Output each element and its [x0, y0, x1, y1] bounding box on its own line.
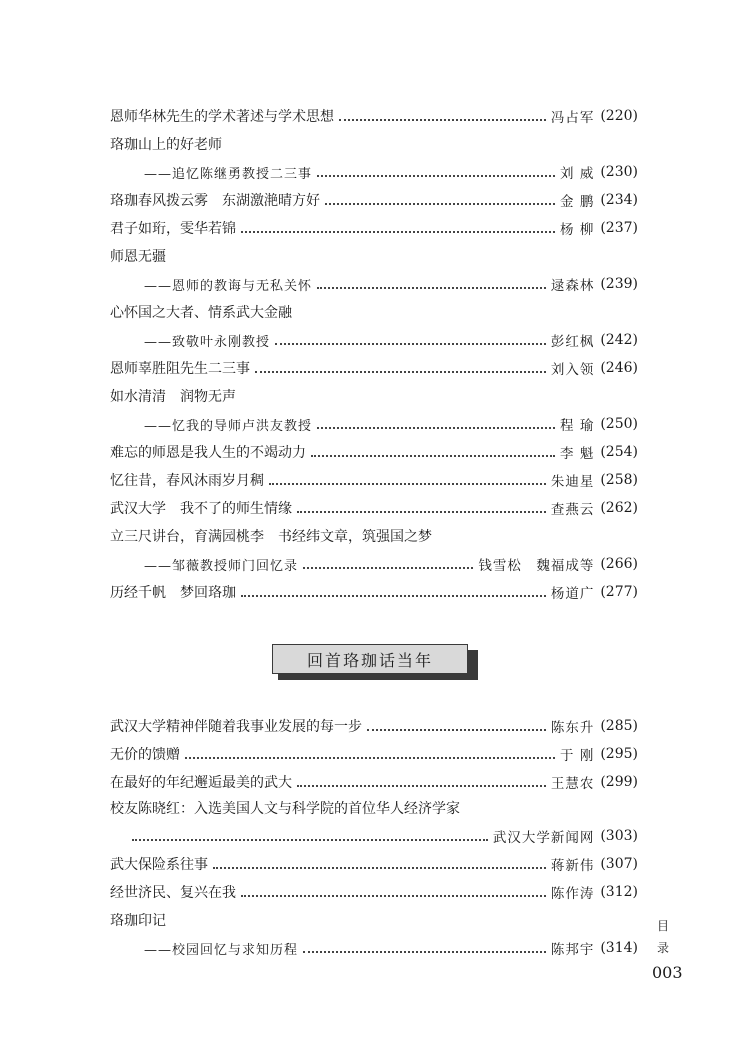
entry-author: 查燕云: [550, 502, 595, 518]
entry-page: (239): [600, 276, 638, 292]
toc-entry: [110, 579, 638, 605]
entry-title: 恩师辜胜阻先生二三事: [110, 361, 250, 377]
entry-subtitle: ——忆我的导师卢洪友教授: [144, 418, 313, 434]
entry-title: 在最好的年纪邂逅最美的武大: [110, 775, 292, 791]
section-heading-title: 回首珞珈话当年: [272, 644, 468, 674]
entry-author: 李 魁: [560, 446, 595, 462]
entry-author: 陈作涛: [550, 886, 595, 902]
toc-entry: [110, 851, 638, 877]
entry-author: 陈东升: [550, 720, 595, 736]
entry-subtitle: ——致敬叶永刚教授: [144, 334, 271, 350]
dot-leader: [241, 894, 546, 897]
entry-title: 难忘的师恩是我人生的不竭动力: [110, 445, 306, 461]
dot-leader: [311, 454, 555, 457]
entry-page: (262): [600, 500, 638, 516]
entry-author: 杨道广: [550, 586, 595, 602]
toc-entry: [110, 467, 638, 493]
entry-title: 珞珈印记: [110, 913, 166, 929]
dot-leader: [317, 426, 555, 429]
entry-title: 立三尺讲台，育满园桃李 书经纬文章，筑强国之梦: [110, 529, 432, 545]
entry-title: 武大保险系往事: [110, 857, 208, 873]
toc-entry: [110, 713, 638, 739]
entry-page: (266): [600, 556, 638, 572]
entry-page: (246): [600, 360, 638, 376]
entry-page: (285): [600, 718, 638, 734]
dot-leader: [325, 202, 555, 205]
entry-page: (312): [600, 884, 638, 900]
entry-title: 无价的馈赠: [110, 747, 180, 763]
dot-leader: [275, 342, 546, 345]
dot-leader: [213, 866, 546, 869]
toc-entry: [110, 299, 638, 325]
toc-entry: [110, 795, 638, 821]
entry-title: 历经千帆 梦回珞珈: [110, 585, 236, 601]
toc-entry: [110, 215, 638, 241]
toc-entry: [110, 879, 638, 905]
side-label-mu: 目: [657, 919, 670, 933]
toc-entry: [110, 187, 638, 213]
entry-title: 君子如珩，雯华若锦: [110, 221, 236, 237]
entry-page: (307): [600, 856, 638, 872]
entry-page: (230): [600, 164, 638, 180]
entry-author: 金 鹏: [560, 194, 595, 210]
toc-entry: [110, 769, 638, 795]
entry-author: 程 瑜: [560, 418, 595, 434]
dot-leader: [297, 784, 546, 787]
entry-author: 逯森林: [550, 278, 595, 294]
entry-title: 忆往昔，春风沐雨岁月稠: [110, 473, 264, 489]
entry-author: 蒋新伟: [550, 858, 595, 874]
dot-leader: [132, 838, 488, 841]
dot-leader: [241, 230, 555, 233]
entry-page: (234): [600, 192, 638, 208]
entry-title: 珞珈山上的好老师: [110, 137, 222, 153]
dot-leader: [317, 174, 555, 177]
dot-leader: [269, 482, 546, 485]
entry-page: (303): [600, 828, 638, 844]
entry-title: 校友陈晓红：入选美国人文与科学院的首位华人经济学家: [110, 801, 460, 817]
entry-author: 武汉大学新闻网: [492, 830, 595, 846]
entry-title: 武汉大学精神伴随着我事业发展的每一步: [110, 719, 362, 735]
dot-leader: [303, 566, 473, 569]
dot-leader: [339, 118, 546, 121]
entry-author: 刘 威: [560, 166, 595, 182]
page-number: 003: [652, 963, 683, 982]
toc-entry: [110, 243, 638, 269]
entry-author: 彭红枫: [550, 334, 595, 350]
entry-page: (295): [600, 746, 638, 762]
entry-title: 师恩无疆: [110, 249, 166, 265]
toc-entry: [110, 741, 638, 767]
entry-page: (314): [600, 940, 638, 956]
entry-author: 杨 柳: [560, 222, 595, 238]
toc-entry: [110, 327, 638, 353]
entry-subtitle: ——邹薇教授师门回忆录: [144, 558, 299, 574]
dot-leader: [367, 728, 546, 731]
entry-title: 如水清清 润物无声: [110, 389, 236, 405]
toc-entry: [110, 103, 638, 129]
entry-page: (277): [600, 584, 638, 600]
toc-entry: [110, 411, 638, 437]
toc-entry: [110, 935, 638, 961]
entry-page: (242): [600, 332, 638, 348]
entry-author: 陈邦宇: [550, 942, 595, 958]
entry-subtitle: ——恩师的教诲与无私关怀: [144, 278, 313, 294]
entry-title: 恩师华林先生的学术著述与学术思想: [110, 109, 334, 125]
entry-page: (250): [600, 416, 638, 432]
toc-entry: [110, 907, 638, 933]
toc-entry: [110, 523, 638, 549]
entry-title: 经世济民、复兴在我: [110, 885, 236, 901]
entry-author: 钱雪松 魏福成等: [478, 558, 595, 574]
toc-entry: [110, 355, 638, 381]
toc-entry: [110, 271, 638, 297]
entry-page: (299): [600, 774, 638, 790]
toc-entry: [110, 383, 638, 409]
toc-entry: [110, 159, 638, 185]
toc-entry: [110, 131, 638, 157]
dot-leader: [241, 594, 546, 597]
entry-author: 于 刚: [560, 748, 595, 764]
entry-title: 心怀国之大者、情系武大金融: [110, 305, 292, 321]
section-heading: [272, 644, 472, 674]
entry-page: (220): [600, 108, 638, 124]
entry-page: (254): [600, 444, 638, 460]
entry-page: (258): [600, 472, 638, 488]
entry-author: 王慧农: [550, 776, 595, 792]
dot-leader: [303, 950, 546, 953]
toc-entry: [110, 823, 638, 849]
toc-entry: [110, 495, 638, 521]
dot-leader: [297, 510, 546, 513]
toc-entry: [110, 551, 638, 577]
toc-entry: [110, 439, 638, 465]
entry-title: 珞珈春风拨云雾 东湖激滟晴方好: [110, 193, 320, 209]
side-label-lu: 录: [657, 941, 670, 955]
dot-leader: [185, 756, 555, 759]
entry-page: (237): [600, 220, 638, 236]
entry-author: 刘入领: [550, 362, 595, 378]
dot-leader: [255, 370, 546, 373]
entry-subtitle: ——追忆陈继勇教授二三事: [144, 166, 313, 182]
dot-leader: [317, 286, 546, 289]
entry-title: 武汉大学 我不了的师生情缘: [110, 501, 292, 517]
entry-author: 冯占军: [550, 110, 595, 126]
entry-subtitle: ——校园回忆与求知历程: [144, 942, 299, 958]
entry-author: 朱迪星: [550, 474, 595, 490]
